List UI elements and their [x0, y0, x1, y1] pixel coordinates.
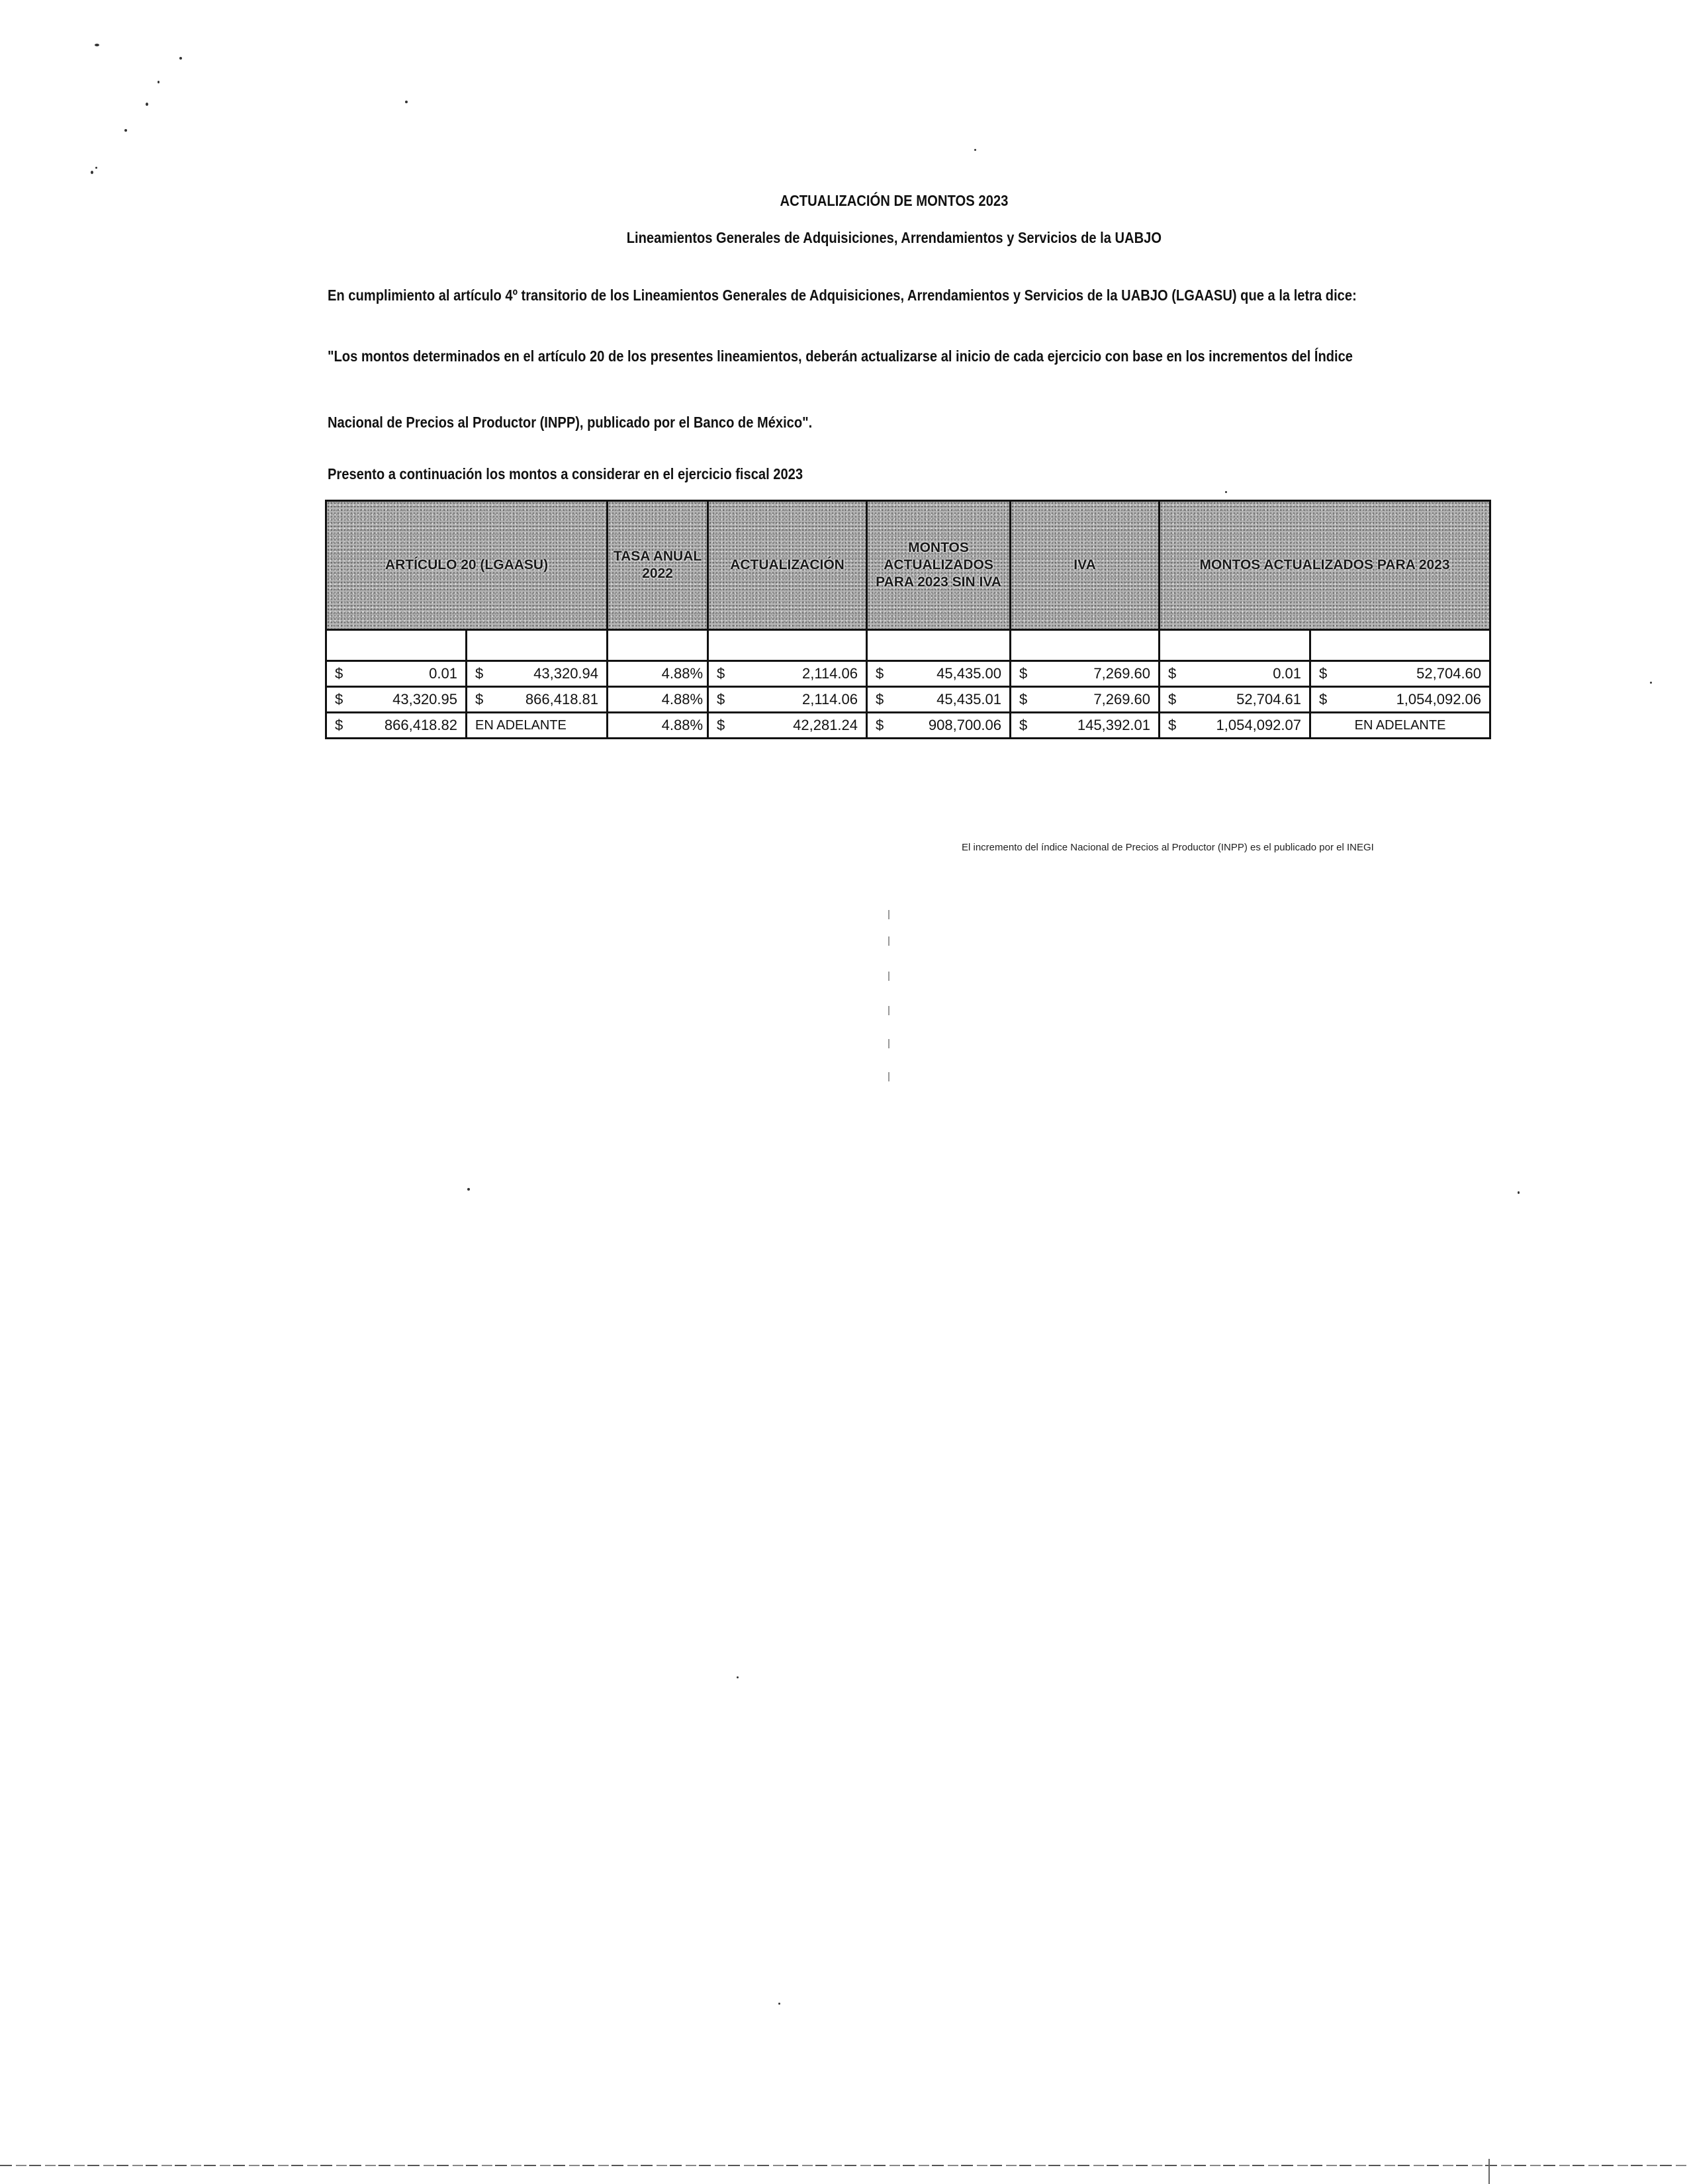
currency-symbol: $ [1168, 665, 1177, 682]
cell-hasta: EN ADELANTE [467, 713, 608, 739]
scan-speck [124, 129, 127, 132]
cell-tasa: 4.88% [608, 687, 708, 713]
scan-speck [405, 101, 408, 103]
header-montos-line3: PARA 2023 SIN IVA [876, 574, 1001, 590]
cell-sin-iva [867, 713, 1011, 739]
scan-mark [888, 972, 890, 981]
cell-desde [326, 661, 467, 687]
currency-symbol: $ [717, 665, 725, 682]
scan-speck [91, 171, 93, 174]
amount: 43,320.95 [392, 691, 457, 707]
currency-symbol: $ [1019, 691, 1028, 707]
scan-speck [737, 1676, 739, 1678]
amount: 866,418.81 [525, 691, 599, 707]
table-row [326, 661, 1490, 687]
document-title: ACTUALIZACIÓN DE MONTOS 2023 [780, 192, 1009, 209]
cell-desde-2023 [1160, 713, 1310, 739]
header-actualizacion [708, 501, 867, 630]
cell-iva [1011, 661, 1160, 687]
amount: 0.01 [1273, 665, 1302, 682]
cell-iva [1011, 713, 1160, 739]
currency-symbol: $ [1319, 665, 1328, 682]
amount: 2,114.06 [802, 691, 858, 707]
currency-symbol: $ [475, 665, 484, 682]
amount: 0.01 [429, 665, 457, 682]
quote-line-1: "Los montos determinados en el artículo 20 de los presentes lineamientos, deberán actualizarse al inicio de cada ejercicio con base en los incrementos del Índice [328, 347, 1353, 365]
cell-actualizacion [708, 661, 867, 687]
scan-bottom-tick [1488, 2159, 1490, 2184]
scan-mark [888, 1072, 890, 1081]
currency-symbol: $ [1168, 717, 1177, 733]
amount: 2,114.06 [802, 665, 858, 682]
scan-speck [179, 57, 182, 60]
cell-iva [1011, 687, 1160, 713]
header-montos-line2: ACTUALIZADOS [884, 557, 993, 572]
spacer-cell [326, 630, 467, 661]
amount: 52,704.60 [1416, 665, 1482, 682]
currency-symbol: $ [335, 691, 343, 707]
scan-speck [778, 2003, 780, 2005]
header-iva [1011, 501, 1160, 630]
amount: 42,281.24 [793, 717, 858, 733]
spacer-cell [467, 630, 608, 661]
cell-desde [326, 713, 467, 739]
scan-speck [1650, 682, 1652, 684]
scan-speck [1225, 491, 1227, 493]
intro-paragraph: En cumplimiento al artículo 4º transitorio de los Lineamientos Generales de Adquisiciones, Arrendamientos y Servicios de la UABJO (LGAASU) que a la letra dice: [328, 287, 1357, 304]
scan-mark [888, 1039, 890, 1048]
table-row [326, 687, 1490, 713]
montos-table [325, 500, 1491, 739]
header-montos-sin-iva [867, 501, 1011, 630]
spacer-cell [708, 630, 867, 661]
footnote: El incremento del índice Nacional de Precios al Productor (INPP) es el publicado por el INEGI [962, 842, 1374, 853]
currency-symbol: $ [1319, 691, 1328, 707]
scan-speck [158, 81, 160, 83]
table-header-row [326, 501, 1490, 630]
scan-speck [146, 103, 148, 106]
scan-mark [888, 936, 890, 946]
spacer-cell [867, 630, 1011, 661]
document-title-row [0, 192, 1689, 210]
spacer-cell [1011, 630, 1160, 661]
header-tasa [608, 501, 708, 630]
spacer-cell [1160, 630, 1310, 661]
header-articulo [326, 501, 608, 630]
header-tasa-line1: TASA ANUAL [613, 549, 702, 564]
scan-mark [888, 910, 890, 919]
amount: 7,269.60 [1093, 665, 1151, 682]
header-iva-label: IVA [1073, 557, 1096, 572]
table-spacer-row [326, 630, 1490, 661]
currency-symbol: $ [335, 717, 343, 733]
cell-sin-iva [867, 687, 1011, 713]
amount: 7,269.60 [1093, 691, 1151, 707]
amount: 908,700.06 [928, 717, 1002, 733]
scan-speck [974, 149, 976, 151]
header-tasa-line2: 2022 [642, 566, 673, 581]
cell-actualizacion [708, 713, 867, 739]
header-montos-2023 [1160, 501, 1490, 630]
amount: 45,435.01 [936, 691, 1002, 707]
amount: 145,392.01 [1077, 717, 1151, 733]
document-subtitle-row [0, 229, 1689, 247]
currency-symbol: $ [717, 717, 725, 733]
amount: 45,435.00 [936, 665, 1002, 682]
currency-symbol: $ [876, 665, 884, 682]
header-actualizacion-label: ACTUALIZACIÓN [730, 557, 844, 572]
amount: 43,320.94 [533, 665, 599, 682]
currency-symbol: $ [717, 691, 725, 707]
presento-line: Presento a continuación los montos a considerar en el ejercicio fiscal 2023 [328, 465, 803, 482]
document-subtitle: Lineamientos Generales de Adquisiciones, Arrendamientos y Servicios de la UABJO [626, 229, 1162, 246]
cell-actualizacion [708, 687, 867, 713]
currency-symbol: $ [876, 691, 884, 707]
header-articulo-label: ARTÍCULO 20 (LGAASU) [385, 557, 549, 572]
currency-symbol: $ [1019, 717, 1028, 733]
scan-speck [95, 44, 99, 46]
scan-mark [888, 1006, 890, 1015]
cell-tasa: 4.88% [608, 713, 708, 739]
cell-hasta-2023 [1310, 661, 1490, 687]
currency-symbol: $ [475, 691, 484, 707]
currency-symbol: $ [335, 665, 343, 682]
table-row [326, 713, 1490, 739]
scan-speck [467, 1188, 470, 1191]
header-montos-line1: MONTOS [908, 540, 969, 555]
cell-sin-iva [867, 661, 1011, 687]
cell-tasa: 4.88% [608, 661, 708, 687]
cell-desde [326, 687, 467, 713]
cell-hasta [467, 661, 608, 687]
montos-table-container [325, 500, 1489, 752]
scan-bottom-edge [0, 2165, 1689, 2166]
cell-hasta-2023 [1310, 687, 1490, 713]
scan-speck [1518, 1191, 1520, 1194]
cell-hasta-2023: EN ADELANTE [1310, 713, 1490, 739]
spacer-cell [608, 630, 708, 661]
amount: 52,704.61 [1236, 691, 1302, 707]
amount: 1,054,092.06 [1396, 691, 1482, 707]
quote-line-2: Nacional de Precios al Productor (INPP), publicado por el Banco de México". [328, 414, 813, 431]
scan-speck [95, 167, 97, 169]
amount: 866,418.82 [384, 717, 457, 733]
currency-symbol: $ [876, 717, 884, 733]
amount: 1,054,092.07 [1216, 717, 1302, 733]
cell-desde-2023 [1160, 661, 1310, 687]
header-montos-2023-label: MONTOS ACTUALIZADOS PARA 2023 [1199, 557, 1450, 572]
cell-desde-2023 [1160, 687, 1310, 713]
currency-symbol: $ [1168, 691, 1177, 707]
spacer-cell [1310, 630, 1490, 661]
currency-symbol: $ [1019, 665, 1028, 682]
cell-hasta [467, 687, 608, 713]
